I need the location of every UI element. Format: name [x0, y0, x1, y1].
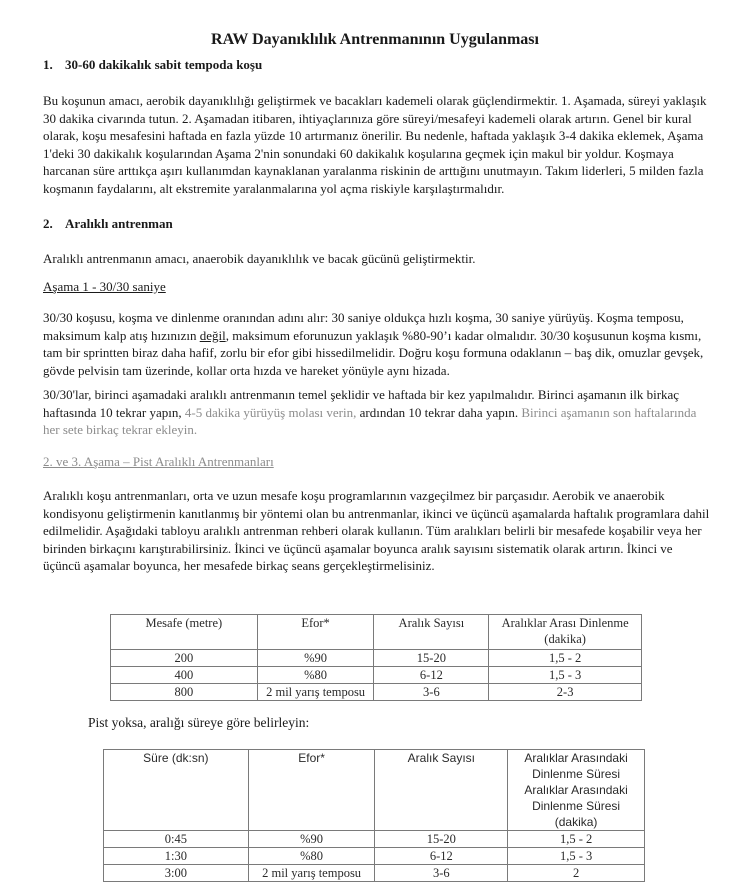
phase-1-paragraph-1 [43, 309, 713, 379]
header-interval-count: Aralık Sayısı [375, 750, 508, 831]
document-title: RAW Dayanıklılık Antrenmanının Uygulanması [211, 31, 539, 48]
cell-rest: 2-3 [489, 684, 642, 701]
cell-distance: 200 [111, 650, 258, 667]
phase-2-3-heading: 2. ve 3. Aşama – Pist Aralıklı Antrenmanları [43, 454, 274, 469]
time-interval-table [103, 749, 645, 882]
cell-effort: 2 mil yarış temposu [257, 684, 374, 701]
phase-2-3-paragraph [43, 487, 713, 575]
cell-interval-count: 15-20 [374, 650, 489, 667]
table-row [111, 650, 642, 667]
cell-effort: 2 mil yarış temposu [248, 865, 375, 882]
cell-interval-count: 6-12 [375, 848, 508, 865]
cell-effort: %90 [257, 650, 374, 667]
header-interval-count: Aralık Sayısı [374, 615, 489, 650]
table-row [111, 667, 642, 684]
cell-rest: 1,5 - 2 [508, 831, 645, 848]
section-2-intro-text: Aralıklı antrenmanın amacı, anaerobik dayanıklılık ve bacak gücünü geliştirmektir. [43, 251, 476, 266]
phase-1-para-1-part-a: 30/30 koşusu, koşma ve dinlenme oranından adını alır: 30 saniye oldukça hızlı koşma, 30 saniye yürüyüş. Koşma temposu, maksimum kalp atış hızınızın [43, 310, 684, 343]
phase-1-para-1-part-b: , maksimum eforunuzun yaklaşık %80-90’ı kadar olmalıdır. 30/30 koşusunun koşma kısmı, tam bir sprintten biraz daha hafif, zorlu bir efor gibi hissedilmelidir. Doğru koşu formuna odaklanın – baş dik, omuzlar gevşek, gövde pelvisin tam üzerinde, kollar orta hızda ve hareket yönüyle aynı hizada. [43, 327, 704, 378]
table-row [104, 865, 645, 882]
section-1-paragraph [43, 92, 713, 197]
cell-duration: 1:30 [104, 848, 249, 865]
section-2-intro [43, 250, 713, 268]
header-effort: Efor* [248, 750, 375, 831]
phase-1-para-1-emphasis: değil [199, 327, 226, 343]
section-1-number: 1. [43, 57, 53, 72]
distance-interval-table [110, 614, 642, 701]
cell-rest: 2 [508, 865, 645, 882]
section-2-number: 2. [43, 216, 53, 231]
phase-1-para-2-part-d: Birinci aşamanın son haftalarında her sete birkaç tekrar ekleyin. [43, 404, 697, 437]
cell-effort: %90 [248, 831, 375, 848]
cell-interval-count: 15-20 [375, 831, 508, 848]
header-rest: Aralıklar Arası Dinlenme (dakika) [489, 615, 642, 650]
header-rest-duration: Aralıklar Arasındaki Dinlenme Süresi Aralıklar Arasındaki Dinlenme Süresi (dakika) [508, 750, 645, 831]
cell-rest: 1,5 - 3 [489, 667, 642, 684]
phase-1-paragraph-2 [43, 386, 713, 439]
cell-interval-count: 3-6 [375, 865, 508, 882]
table-row [104, 848, 645, 865]
header-effort: Efor* [257, 615, 374, 650]
header-distance: Mesafe (metre) [111, 615, 258, 650]
table-header-row [111, 615, 642, 650]
phase-2-3-paragraph-text: Aralıklı koşu antrenmanları, orta ve uzun mesafe koşu programlarının vazgeçilmez bir parçasıdır. Aerobik ve anaerobik kondisyonu geliştirmenin kanıtlanmış bir yöntemi olan bu antrenmanlar, ikinci ve üçüncü aşamalarda haftalık programlara dahil edilmelidir. Aşağıdaki tabloyu aralıklı antrenman rehberi olarak kullanın. Tüm aralıkları belirli bir mesafede koşabilir veya her birinden birkaçını karıştırabilirsiniz. İkinci ve üçüncü aşamalar boyunca aralık sayısını sistematik olarak artırın. İkinci ve üçüncü aşamalar boyunca, her mesafede birkaç seans gerçekleştirmelisiniz. [43, 488, 710, 573]
section-1-heading-text: 30-60 dakikalık sabit tempoda koşu [65, 57, 263, 72]
cell-rest: 1,5 - 3 [508, 848, 645, 865]
table-row [111, 684, 642, 701]
no-track-note: Pist yoksa, aralığı süreye göre belirleyin: [88, 715, 310, 730]
cell-interval-count: 3-6 [374, 684, 489, 701]
header-duration: Süre (dk:sn) [104, 750, 249, 831]
table-row [104, 831, 645, 848]
cell-duration: 0:45 [104, 831, 249, 848]
section-2-heading-text: Aralıklı antrenman [65, 216, 173, 231]
cell-interval-count: 6-12 [374, 667, 489, 684]
cell-duration: 3:00 [104, 865, 249, 882]
cell-rest: 1,5 - 2 [489, 650, 642, 667]
section-1-heading [43, 57, 262, 73]
section-2-heading [43, 216, 173, 232]
table-header-row [104, 750, 645, 831]
cell-effort: %80 [248, 848, 375, 865]
cell-effort: %80 [257, 667, 374, 684]
phase-1-heading: Aşama 1 - 30/30 saniye [43, 279, 166, 294]
section-1-paragraph-text: Bu koşunun amacı, aerobik dayanıklılığı geliştirmek ve bacakları kademeli olarak güçlendirmektir. 1. Aşamada, süreyi yaklaşık 30 dakika civarında tutun. 2. Aşamadan itibaren, ihtiyaçlarınıza göre süreyi/mesafeyi kademeli olarak artırın. Genel bir kural olarak, koşu mesafesini haftada en fazla yüzde 10 artırmanız önerilir. Bu nedenle, haftada yaklaşık 3-4 dakika eklemek, Aşama 1'deki 30 dakikalık koşularından Aşama 2'nin sonundaki 60 dakikalık koşularına geçmek için makul bir yoldur. Koşmaya harcanan süre arttıkça aşırı kullanımdan kaynaklanan yaralanma riskinin de arttığını unutmayın. Takım liderleri, 5 milden fazla koşmanın faydalarını, alt ekstremite yaralanmalarına yol açma riskiyle karşılaştırmalıdır. [43, 93, 707, 196]
phase-1-para-2-part-b: 4-5 dakika yürüyüş molası verin, [184, 404, 360, 420]
cell-distance: 800 [111, 684, 258, 701]
cell-distance: 400 [111, 667, 258, 684]
phase-1-para-2-part-c: ardından 10 tekrar daha yapın. [359, 404, 522, 420]
phase-1-para-2-part-a: 30/30'lar, birinci aşamadaki aralıklı antrenmanın temel şeklidir ve haftada bir kez yapılmalıdır. Birinci aşamanın ilk birkaç haftasında 10 tekrar yapın, [43, 387, 680, 420]
